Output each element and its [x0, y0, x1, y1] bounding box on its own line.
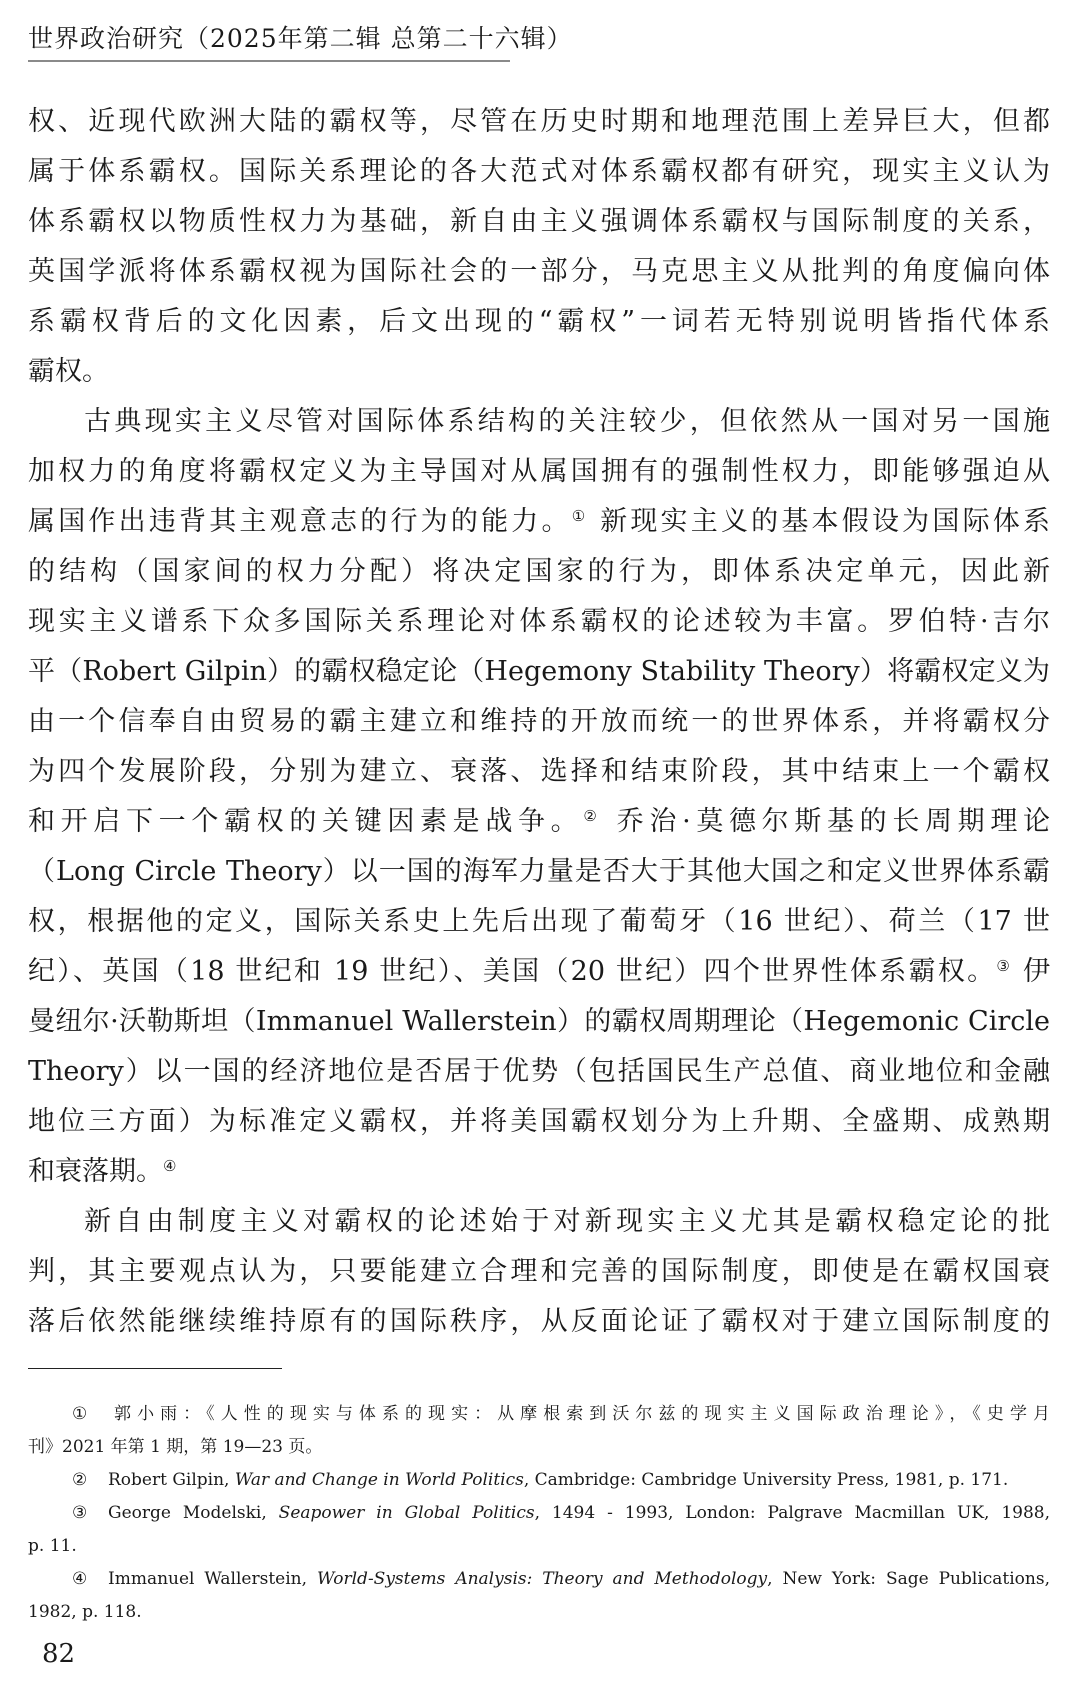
body-line — [28, 247, 1050, 297]
footnote-4-publication: , New York: Sage Publications, — [767, 1569, 1050, 1589]
body-line-text: 加权力的角度将霸权定义为主导国对从属国拥有的强制性权力，即能够强迫从 — [28, 456, 1050, 487]
footnote-1-line-1 — [28, 1398, 1050, 1431]
body-line-text: 系霸权背后的文化因素，后文出现的“霸权”一词若无特别说明皆指代体系 — [28, 306, 1050, 337]
footnote-2-marker: ② — [72, 1470, 88, 1490]
body-line — [28, 647, 1050, 697]
footnote-reference[interactable]: ④ — [163, 1157, 177, 1175]
body-line — [28, 847, 1050, 897]
body-line-text: 地位三方面）为标准定义霸权，并将美国霸权划分为上升期、全盛期、成熟期 — [28, 1106, 1050, 1137]
body-line-text: 和衰落期。 — [28, 1156, 163, 1187]
body-line — [28, 947, 1050, 997]
footnote-4-marker: ④ — [72, 1569, 88, 1589]
body-line-text: 落后依然能继续维持原有的国际秩序，从反面论证了霸权对于建立国际制度的 — [28, 1306, 1050, 1337]
body-line — [28, 797, 1050, 847]
body-line — [28, 1197, 1050, 1247]
footnote-4-author: Immanuel Wallerstein, — [108, 1569, 317, 1589]
footnote-reference[interactable]: ② — [583, 807, 603, 825]
footnote-2-author: Robert Gilpin, — [108, 1470, 235, 1490]
body-line — [28, 1047, 1050, 1097]
body-line — [28, 1147, 1050, 1197]
body-line — [28, 1097, 1050, 1147]
footnote-reference[interactable]: ① — [571, 507, 589, 525]
body-line-text: 判，其主要观点认为，只要能建立合理和完善的国际制度，即使是在霸权国衰 — [28, 1256, 1050, 1287]
body-line — [28, 97, 1050, 147]
body-line — [28, 347, 1050, 397]
body-line — [28, 297, 1050, 347]
body-line — [28, 397, 1050, 447]
body-line — [28, 547, 1050, 597]
body-line-text: 新自由制度主义对霸权的论述始于对新现实主义尤其是霸权稳定论的批 — [84, 1206, 1050, 1237]
body-line-text: 的结构（国家间的权力分配）将决定国家的行为，即体系决定单元，因此新 — [28, 556, 1050, 587]
footnote-3-marker: ③ — [72, 1503, 88, 1523]
body-line-text: 现实主义谱系下众多国际关系理论对体系霸权的论述较为丰富。罗伯特·吉尔 — [28, 606, 1050, 637]
body-line-text: 属国作出违背其主观意志的行为的能力。 — [28, 506, 572, 537]
body-line — [28, 197, 1050, 247]
body-line — [28, 1247, 1050, 1297]
body-line-text: 平（Robert Gilpin）的霸权稳定论（Hegemony Stability Theory）将霸权定义为 — [28, 656, 1050, 687]
body-line-text: 英国学派将体系霸权视为国际社会的一部分，马克思主义从批判的角度偏向体 — [28, 256, 1050, 287]
footnote-2 — [28, 1464, 1050, 1497]
body-line-text: 乔治·莫德尔斯基的长周期理论 — [602, 806, 1051, 837]
body-text — [28, 97, 1050, 1347]
body-line-text: 权，根据他的定义，国际关系史上先后出现了葡萄牙（16 世纪）、荷兰（17 世 — [28, 906, 1050, 937]
footnote-1-text: 郭小雨：《人性的现实与体系的现实：从摩根索到沃尔兹的现实主义国际政治理论》，《史学月 — [108, 1404, 1050, 1424]
header-rule — [28, 60, 510, 62]
footnote-separator — [28, 1368, 282, 1369]
footnote-2-title: War and Change in World Politics — [234, 1470, 524, 1490]
body-line-text: 权、近现代欧洲大陆的霸权等，尽管在历史时期和地理范围上差异巨大，但都 — [28, 106, 1050, 137]
body-line-text: （Long Circle Theory）以一国的海军力量是否大于其他大国之和定义世界体系霸 — [28, 856, 1050, 887]
body-line — [28, 497, 1050, 547]
body-line-text: 由一个信奉自由贸易的霸主建立和维持的开放而统一的世界体系，并将霸权分 — [28, 706, 1050, 737]
footnote-4-title: World-Systems Analysis: Theory and Methodology — [316, 1569, 768, 1589]
running-head: 世界政治研究（2025年第二辑 总第二十六辑） — [28, 24, 573, 53]
body-line-text: 体系霸权以物质性权力为基础，新自由主义强调体系霸权与国际制度的关系， — [28, 206, 1050, 237]
body-line-text: 霸权。 — [28, 356, 109, 387]
footnote-3-line-2: p. 11. — [28, 1536, 77, 1556]
body-line — [28, 897, 1050, 947]
body-line — [28, 597, 1050, 647]
footnote-4-line-2: 1982, p. 118. — [28, 1602, 142, 1622]
footnote-3-line-1 — [28, 1497, 1050, 1530]
footnote-4-line-1 — [28, 1563, 1050, 1596]
body-line — [28, 1297, 1050, 1347]
body-line-text: 为四个发展阶段，分别为建立、衰落、选择和结束阶段，其中结束上一个霸权 — [28, 756, 1050, 787]
body-line-text: 纪）、英国（18 世纪和 19 世纪）、美国（20 世纪）四个世界性体系霸权。 — [28, 956, 997, 987]
footnotes — [28, 1398, 1050, 1629]
body-line-text: 新现实主义的基本假设为国际体系 — [588, 506, 1050, 537]
body-line — [28, 447, 1050, 497]
body-line — [28, 147, 1050, 197]
body-line-text: Theory）以一国的经济地位是否居于优势（包括国民生产总值、商业地位和金融 — [28, 1056, 1050, 1087]
footnote-3-author: George Modelski, — [108, 1503, 279, 1523]
body-line-text: 曼纽尔·沃勒斯坦（Immanuel Wallerstein）的霸权周期理论（Hegemonic Circle — [28, 1006, 1050, 1037]
body-line — [28, 697, 1050, 747]
footnote-3-publication: , 1494 - 1993, London: Palgrave Macmillan UK, 1988, — [534, 1503, 1051, 1523]
body-line — [28, 997, 1050, 1047]
footnote-2-publication: , Cambridge: Cambridge University Press, 1981, p. 171. — [523, 1470, 1009, 1490]
footnote-reference[interactable]: ③ — [996, 957, 1013, 975]
body-line-text: 和开启下一个霸权的关键因素是战争。 — [28, 806, 584, 837]
page-number: 82 — [42, 1639, 76, 1669]
footnote-3-title: Seapower in Global Politics — [278, 1503, 535, 1523]
body-line — [28, 747, 1050, 797]
body-line-text: 伊 — [1012, 956, 1050, 987]
footnote-1-marker: ① — [72, 1404, 88, 1424]
body-line-text: 属于体系霸权。国际关系理论的各大范式对体系霸权都有研究，现实主义认为 — [28, 156, 1050, 187]
footnote-1-line-2: 刊》2021 年第 1 期，第 19—23 页。 — [28, 1437, 323, 1457]
body-line-text: 古典现实主义尽管对国际体系结构的关注较少，但依然从一国对另一国施 — [84, 406, 1050, 437]
